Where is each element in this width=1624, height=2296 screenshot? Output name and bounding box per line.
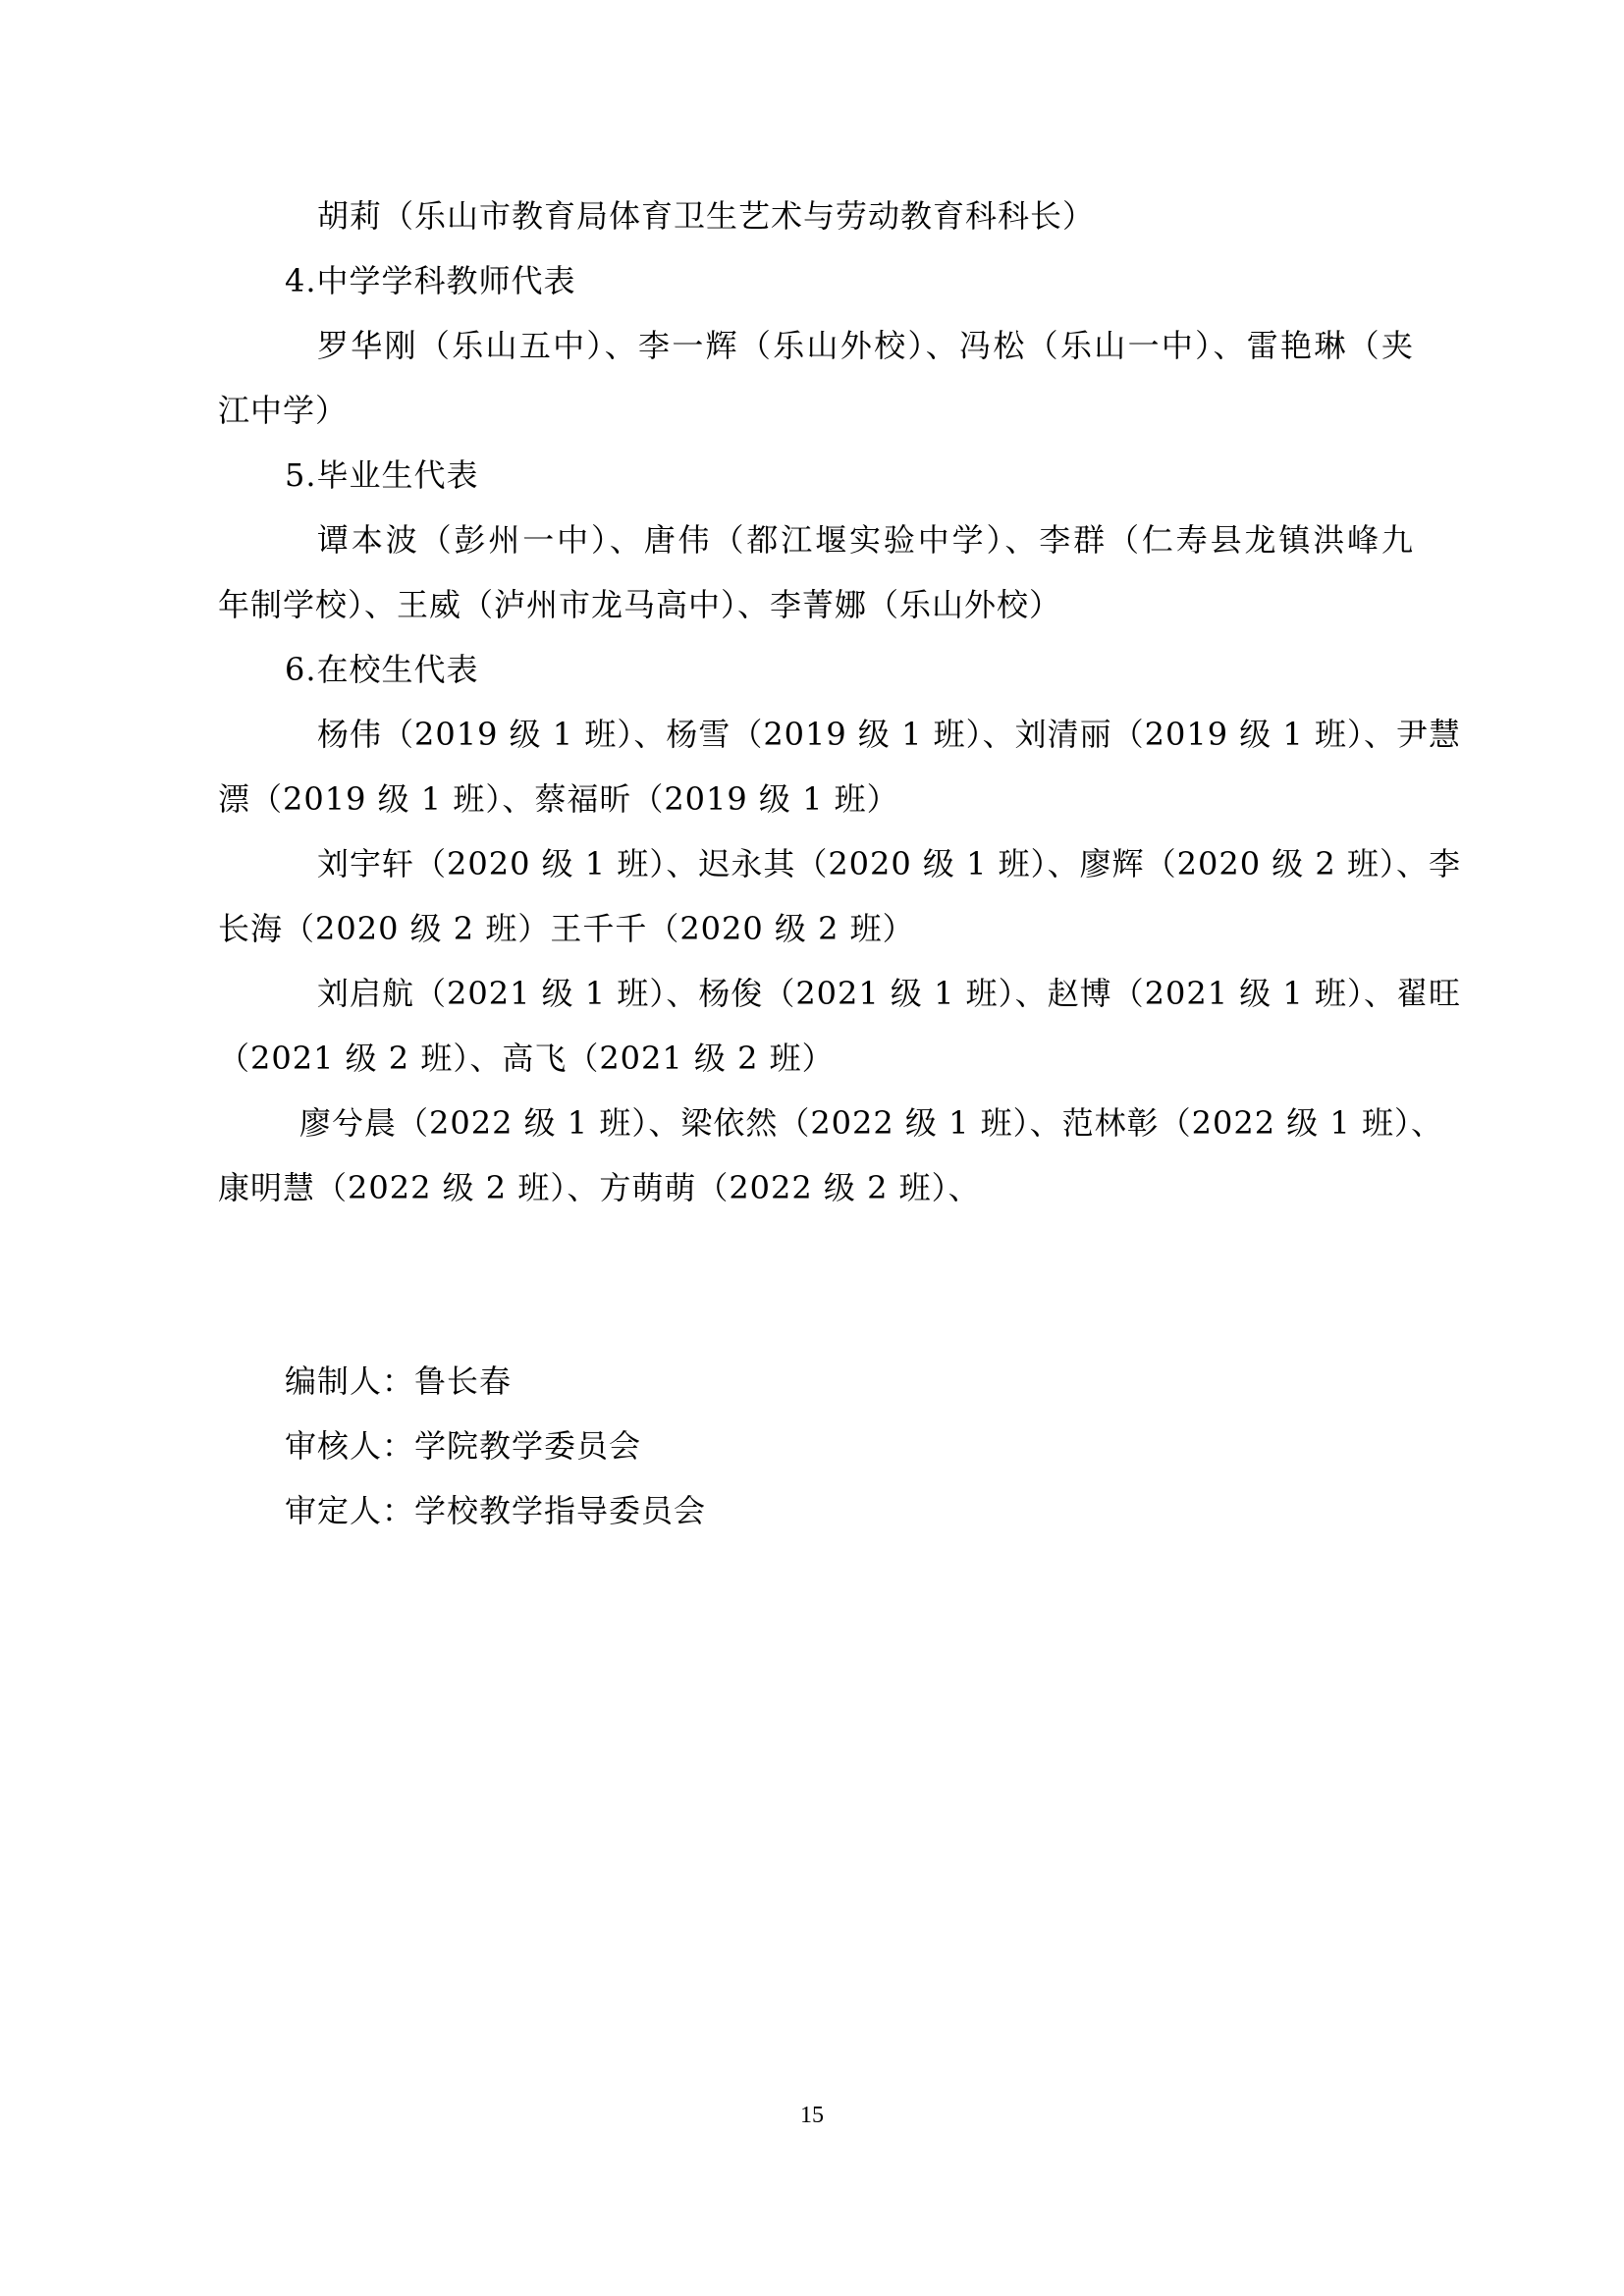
text-line: 年制学校）、王威（泸州市龙马高中）、李菁娜（乐山外校）: [218, 586, 1062, 623]
text-line: 刘宇轩（2020 级 1 班）、迟永其（2020 级 1 班）、廖辉（2020 级 2 班）、李: [317, 845, 1461, 882]
text-line: 长海（2020 级 2 班）王千千（2020 级 2 班）: [218, 910, 915, 947]
text-line: 罗华刚（乐山五中）、李一辉（乐山外校）、冯松（乐山一中）、雷艳琳（夹: [317, 327, 1414, 364]
text-line: 刘启航（2021 级 1 班）、杨俊（2021 级 1 班）、赵博（2021 级 1 班）、翟旺: [317, 975, 1461, 1012]
compiler-line: 编制人：鲁长春: [285, 1362, 513, 1400]
text-line: 康明慧（2022 级 2 班）、方萌萌（2022 级 2 班）、: [218, 1169, 981, 1206]
text-line: 胡莉（乐山市教育局体育卫生艺术与劳动教育科科长）: [317, 197, 1096, 235]
section-heading: 5.毕业生代表: [285, 456, 479, 494]
section-heading: 6.在校生代表: [285, 651, 479, 688]
reviewer-line: 审核人：学院教学委员会: [285, 1427, 642, 1465]
text-line: 廖兮晨（2022 级 1 班）、梁依然（2022 级 1 班）、范林彰（2022 级 1 班）、: [299, 1104, 1443, 1142]
section-heading: 4.中学学科教师代表: [285, 262, 576, 299]
text-line: （2021 级 2 班）、高飞（2021 级 2 班）: [218, 1040, 835, 1077]
text-line: 江中学）: [218, 392, 349, 429]
text-line: 谭本波（彭州一中）、唐伟（都江堰实验中学）、李群（仁寿县龙镇洪峰九: [317, 521, 1414, 559]
approver-line: 审定人：学校教学指导委员会: [285, 1492, 707, 1529]
page-number: 15: [800, 2103, 824, 2128]
text-line: 杨伟（2019 级 1 班）、杨雪（2019 级 1 班）、刘清丽（2019 级 1 班）、尹慧: [317, 716, 1461, 753]
text-line: 漂（2019 级 1 班）、蔡福昕（2019 级 1 班）: [218, 780, 899, 818]
